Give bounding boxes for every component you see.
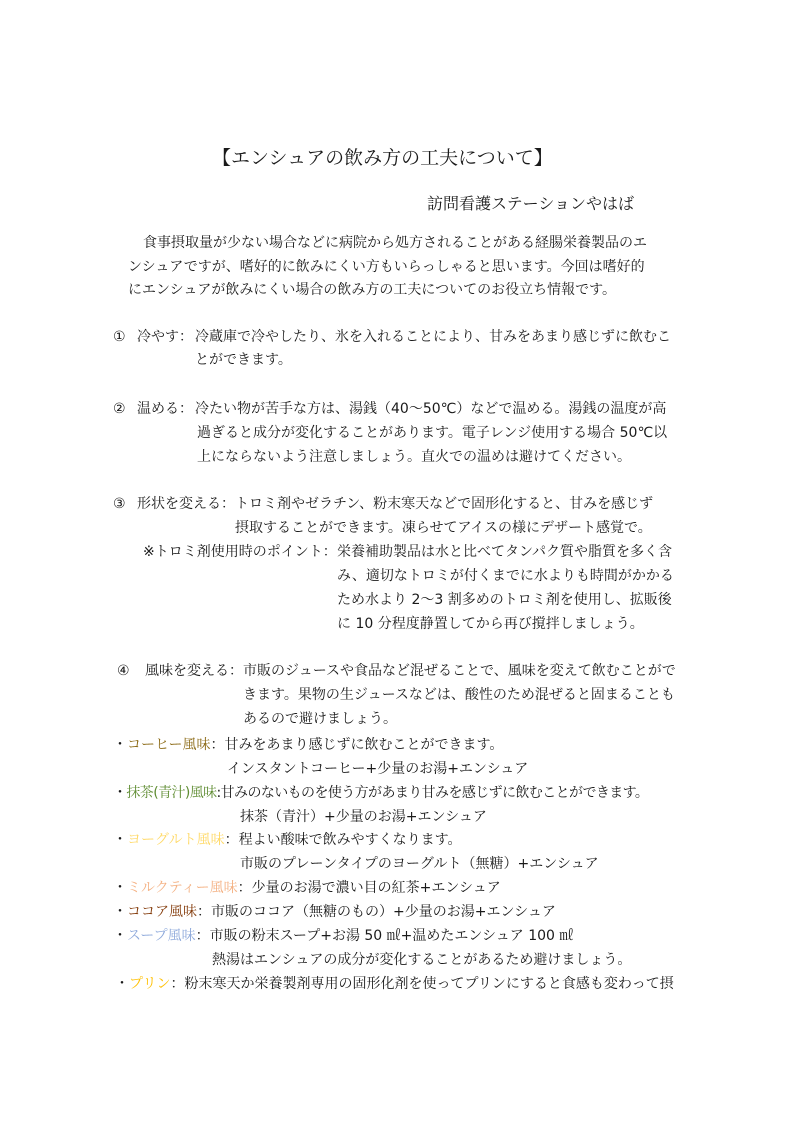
flavor-item-purin xyxy=(115,975,674,993)
note-line: に 10 分程度静置してから再び撹拌しましょう。 xyxy=(337,616,644,632)
flavor-text: 程よい酸味で飲みやすくなります。 xyxy=(238,832,462,848)
flavor-recipe: 市販のプレーンタイプのヨーグルト（無糖）+エンシュア xyxy=(240,856,599,872)
section-heading: 形状を変える： xyxy=(137,496,235,512)
flavor-item-cocoa xyxy=(113,903,556,921)
separator: ： xyxy=(224,832,239,848)
section-line: 冷蔵庫で冷やしたり、氷を入れることにより、甘みをあまり感じずに飲むこ xyxy=(195,329,671,345)
note-line: 栄養補助製品は水と比べてタンパク質や脂質を多く含 xyxy=(337,544,673,560)
section-heading: 風味を変える： xyxy=(145,663,243,679)
bullet: ・ xyxy=(113,737,127,753)
section-line: きます。果物の生ジュースなどは、酸性のため混ぜると固まることも xyxy=(243,687,675,703)
flavor-name: 抹茶(青汁)風味 xyxy=(126,785,217,801)
section-number: ③ xyxy=(113,496,126,512)
separator: ： xyxy=(237,880,252,896)
section-number: ② xyxy=(113,401,126,417)
section-line: 冷たい物が苦手な方は、湯銭（40～50℃）などで温める。湯銭の温度が高 xyxy=(195,401,667,417)
separator: : xyxy=(216,785,221,801)
section-number: ① xyxy=(113,329,126,345)
flavor-item-yogurt xyxy=(113,831,461,849)
intro-line: 食事摂取量が少ない場合などに病院から処方されることがある経腸栄養製品のエ xyxy=(143,235,647,251)
flavor-name: コーヒー風味 xyxy=(127,737,211,753)
flavor-text: 粉末寒天か栄養製剤専用の固形化剤を使ってプリンにすると食感も変わって摂 xyxy=(184,976,674,992)
flavor-item-coffee xyxy=(113,736,503,754)
flavor-name: ミルクティー風味 xyxy=(127,880,238,896)
flavor-item-matcha xyxy=(113,784,648,802)
separator: ： xyxy=(197,904,211,920)
flavor-name: ココア風味 xyxy=(127,904,197,920)
bullet: ・ xyxy=(113,832,127,848)
document-title: 【エンシュアの飲み方の工夫について】 xyxy=(212,147,553,169)
flavor-text: 市販の粉末スープ+お湯 50 ㎖+温めたエンシュア 100 ㎖ xyxy=(209,928,574,944)
section-line: 過ぎると成分が変化することがあります。電子レンジ使用する場合 50℃以 xyxy=(197,425,668,441)
flavor-recipe: 抹茶（青汁）+少量のお湯+エンシュア xyxy=(240,809,487,825)
section-number: ④ xyxy=(117,663,130,679)
bullet: ・ xyxy=(113,880,127,896)
section-line: トロミ剤やゼラチン、粉末寒天などで固形化すると、甘みを感じず xyxy=(235,496,654,512)
flavor-text: 市販のココア（無糖のもの）+少量のお湯+エンシュア xyxy=(211,904,556,920)
separator: ： xyxy=(210,737,225,753)
flavor-item-milk-tea xyxy=(113,879,501,897)
section-line: 上にならないよう注意しましょう。直火での温めは避けてください。 xyxy=(197,449,631,465)
bullet: ・ xyxy=(113,785,127,801)
flavor-item-soup xyxy=(113,927,573,945)
flavor-text: 甘みをあまり感じずに飲むことができます。 xyxy=(224,737,504,753)
section-heading: 温める： xyxy=(137,401,193,417)
flavor-recipe: インスタントコーヒー+少量のお湯+エンシュア xyxy=(227,761,529,777)
separator: ： xyxy=(195,928,210,944)
flavor-recipe: 熱湯はエンシュアの成分が変化することがあるため避けましょう。 xyxy=(212,952,632,968)
flavor-name: スープ風味 xyxy=(127,928,196,944)
intro-line: にエンシュアが飲みにくい場合の飲み方の工夫についてのお役立ち情報です。 xyxy=(128,282,616,298)
document-author: 訪問看護ステーションやはば xyxy=(427,194,635,213)
section-line: 市販のジュースや食品など混ぜることで、風味を変えて飲むことがで xyxy=(243,663,676,679)
bullet: ・ xyxy=(113,928,127,944)
bullet: ・ xyxy=(115,976,129,992)
note-line: ため水より 2～3 割多めのトロミ剤を使用し、拡販後 xyxy=(337,592,672,608)
section-line: 摂取することができます。凍らせてアイスの様にデザート感覚で。 xyxy=(235,520,652,536)
flavor-text: 甘みのないものを使う方があまり甘みを感じずに飲むことができます。 xyxy=(220,785,649,801)
flavor-name: プリン xyxy=(129,976,171,992)
note-line: み、適切なトロミが付くまでに水よりも時間がかかる xyxy=(337,568,674,584)
note-heading: ※トロミ剤使用時のポイント： xyxy=(143,544,337,560)
section-heading: 冷やす： xyxy=(137,329,193,345)
separator: ： xyxy=(170,976,185,992)
section-line: あるので避けましょう。 xyxy=(243,711,397,727)
flavor-name: ヨーグルト風味 xyxy=(127,832,225,848)
flavor-text: 少量のお湯で濃い目の紅茶+エンシュア xyxy=(251,880,501,896)
section-line: とができます。 xyxy=(195,352,292,368)
intro-line: ンシュアですが、嗜好的に飲みにくい方もいらっしゃると思います。今回は嗜好的 xyxy=(128,259,645,275)
bullet: ・ xyxy=(113,904,127,920)
